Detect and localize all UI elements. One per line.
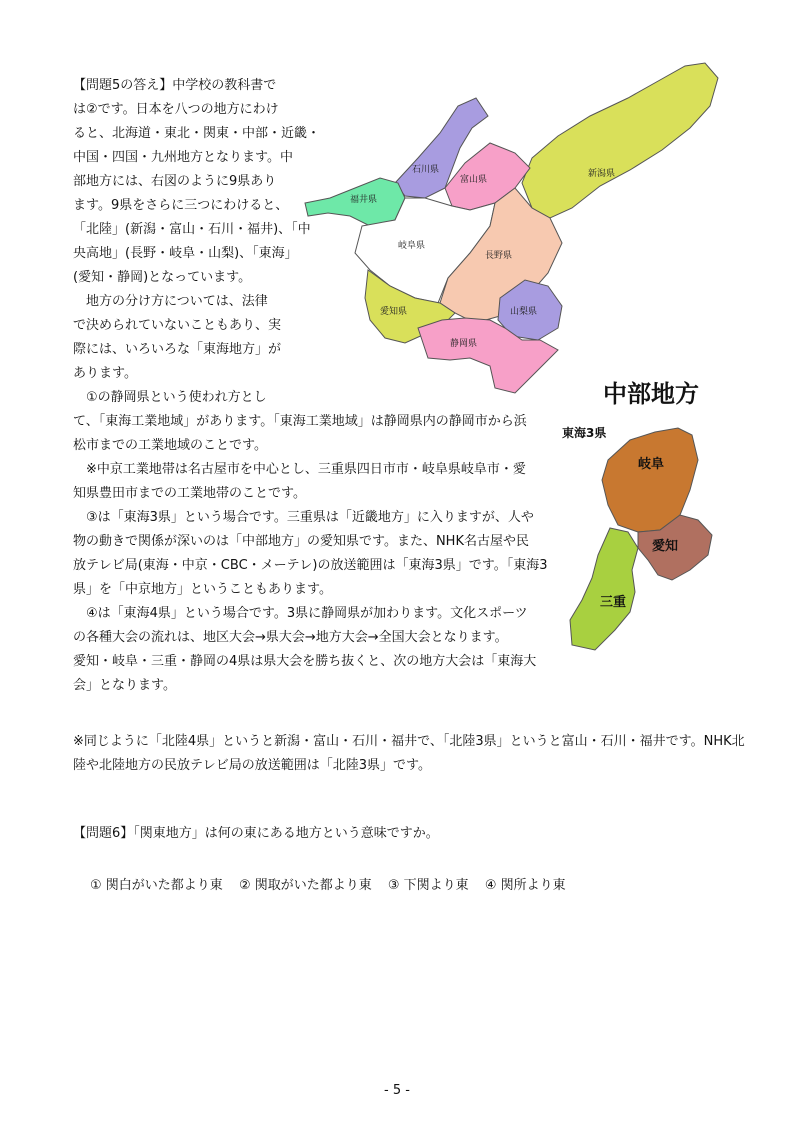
- mie-tokai-prefecture: [570, 528, 638, 650]
- note-line: 陸や北陸地方の民放テレビ局の放送範囲は「北陸3県」です。: [73, 758, 431, 773]
- answer5-line: の各種大会の流れは、地区大会→県大会→地方大会→全国大会となります。: [73, 630, 508, 645]
- answer5-line: 部地方には、右図のように9県あり: [73, 174, 277, 189]
- chubu-map-title: 中部地方: [603, 380, 699, 408]
- answer5-line: は②です。日本を八つの地方にわけ: [73, 102, 279, 117]
- fukui-label: 福井県: [350, 195, 378, 205]
- mie-tokai-label: 三重: [600, 595, 627, 610]
- answer5-line: ③は「東海3県」という場合です。三重県は「近畿地方」に入りますが、人や: [73, 510, 534, 525]
- answer5-line: 会」となります。: [73, 678, 176, 693]
- answer5-line: 知県豊田市までの工業地帯のことです。: [73, 486, 306, 501]
- chubu-map: [300, 58, 730, 403]
- answer5-line: 地方の分け方については、法律: [73, 294, 268, 309]
- choice-2: ② 関取がいた都より東: [238, 878, 372, 893]
- answer5-line: 央高地」(長野・岐阜・山梨)、「東海」: [73, 246, 298, 261]
- yamanashi-label: 山梨県: [510, 307, 538, 317]
- aichi-tokai-label: 愛知: [652, 539, 679, 554]
- shizuoka-label: 静岡県: [450, 339, 478, 349]
- answer5-line: ると、北海道・東北・関東・中部・近畿・: [73, 126, 321, 141]
- question6-choices: [90, 874, 578, 898]
- gifu-tokai-label: 岐阜: [638, 457, 665, 472]
- answer5-line: 愛知・岐阜・三重・静岡の4県は県大会を勝ち抜くと、次の地方大会は「東海大: [73, 654, 537, 669]
- niigata-prefecture: [522, 63, 718, 218]
- aichi-label: 愛知県: [380, 307, 408, 317]
- niigata-label: 新潟県: [588, 169, 616, 179]
- gifu-label: 岐阜県: [398, 241, 426, 251]
- ishikawa-label: 石川県: [412, 165, 440, 175]
- answer5-line: 松市までの工業地域のことです。: [73, 438, 267, 453]
- answer5-line: 県」を「中京地方」ということもあります。: [73, 582, 332, 597]
- tokai-map: [560, 420, 740, 660]
- answer5-line: ます。9県をさらに三つにわけると、: [73, 198, 289, 213]
- answer5-line: あります。: [73, 366, 137, 381]
- question6-text: 【問題6】「関東地方」は何の東にある地方という意味ですか。: [73, 826, 439, 841]
- note-line: ※同じように「北陸4県」というと新潟・富山・石川・福井で、「北陸3県」というと富山・石川・福井です。NHK北: [73, 734, 745, 749]
- answer5-line: 物の動きで関係が深いのは「中部地方」の愛知県です。また、NHK名古屋や民: [73, 534, 529, 549]
- toyama-label: 富山県: [460, 175, 488, 185]
- answer5-line: て、「東海工業地域」があります。「東海工業地域」は静岡県内の静岡市から浜: [73, 414, 527, 429]
- tokai-map-title: 東海3県: [562, 426, 607, 440]
- choice-3: ③ 下関より東: [387, 878, 469, 893]
- answer5-line: 中国・四国・九州地方となります。中: [73, 150, 293, 165]
- answer5-line: ※中京工業地帯は名古屋市を中心とし、三重県四日市市・岐阜県岐阜市・愛: [73, 462, 526, 477]
- choice-4: ④ 関所より東: [484, 878, 566, 893]
- answer5-line: 際には、いろいろな「東海地方」が: [73, 342, 282, 357]
- nagano-label: 長野県: [485, 251, 513, 261]
- answer5-line: 放テレビ局(東海・中京・CBC・メーテレ)の放送範囲は「東海3県」です。「東海3: [73, 558, 548, 573]
- page-number: - 5 -: [384, 1083, 410, 1098]
- answer5-line: ④は「東海4県」という場合です。3県に静岡県が加わります。文化スポーツ: [73, 606, 528, 621]
- answer5-line: 【問題5の答え】中学校の教科書で: [73, 78, 277, 93]
- answer5-line: 「北陸」(新潟・富山・石川・福井)、「中: [73, 222, 311, 237]
- answer5-line: で決められていないこともあり、実: [73, 318, 282, 333]
- answer5-line: (愛知・静岡)となっています。: [73, 270, 252, 285]
- answer5-line: ①の静岡県という使われ方とし: [73, 390, 267, 405]
- choice-1: ① 関白がいた都より東: [90, 878, 223, 893]
